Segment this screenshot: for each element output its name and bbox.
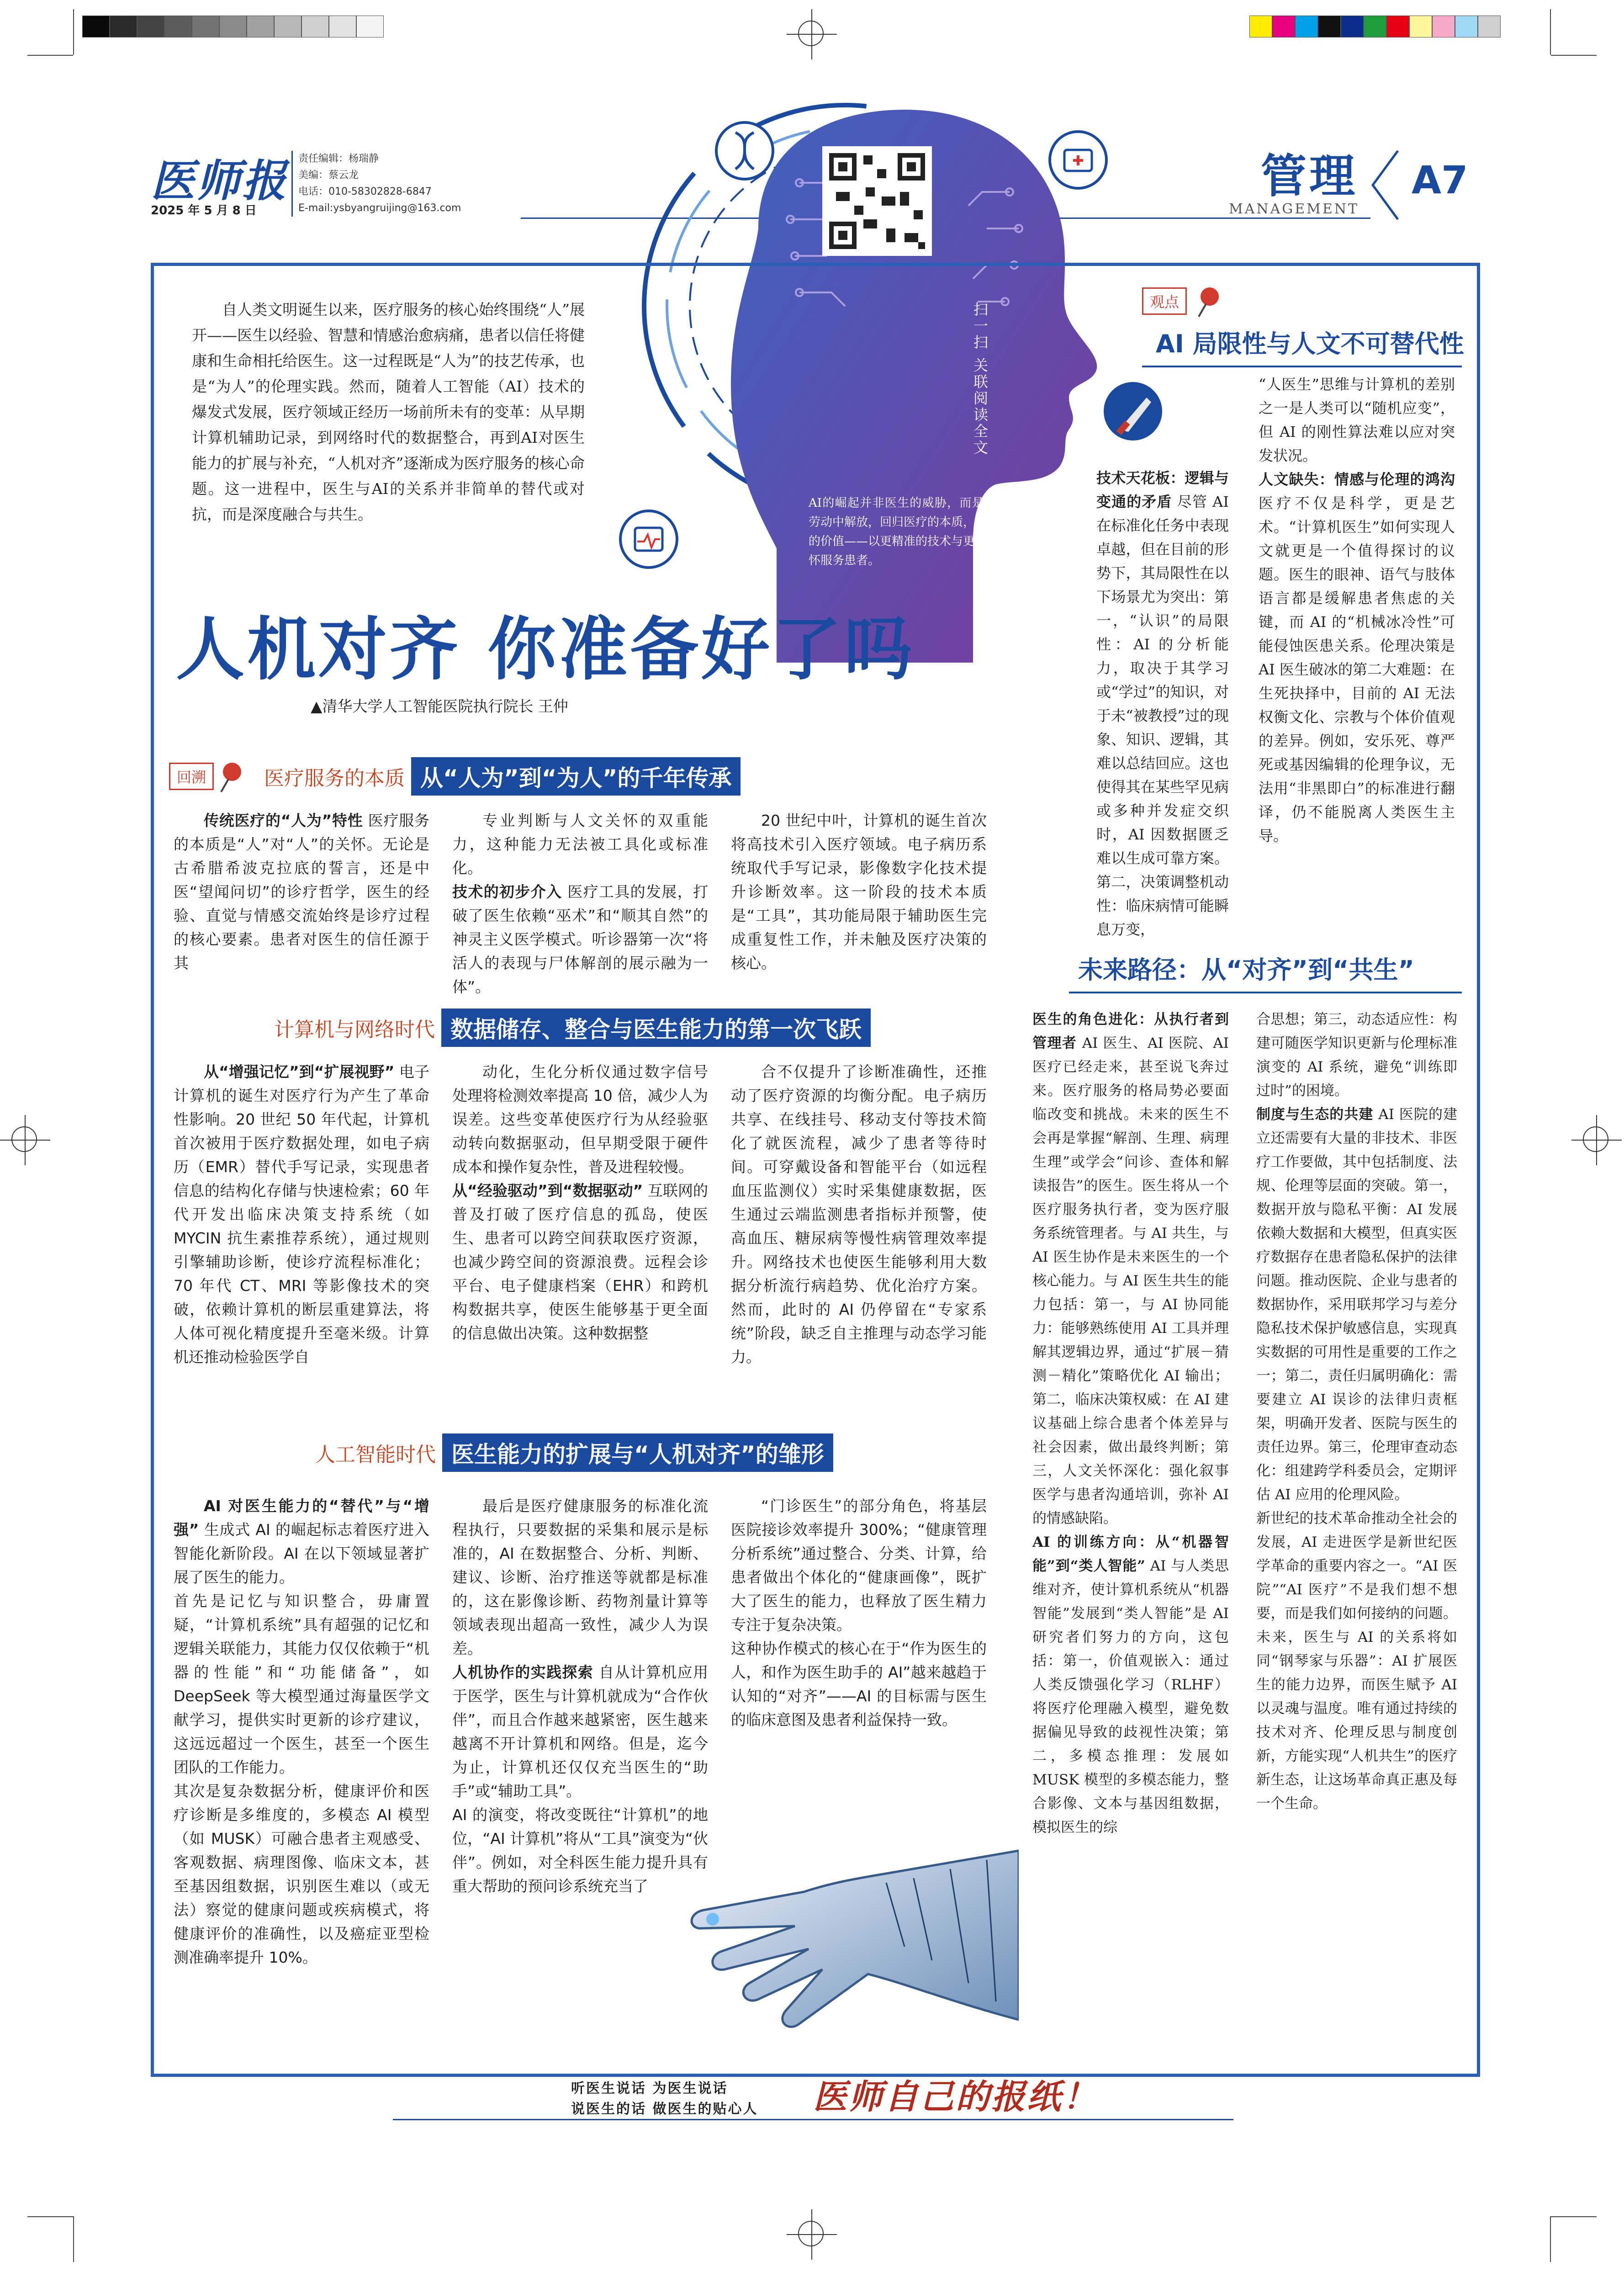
right-col-b bbox=[1259, 372, 1455, 848]
title-rule bbox=[1142, 366, 1462, 367]
pushpin-icon bbox=[214, 758, 255, 795]
paragraph: “门诊医生”的部分角色，将基层医院接诊效率提升 300%；“健康管理分析系统”通过整合、分类、计算，给患者做出个体化的“健康画像”，既扩大了医生的能力，也释放了医生精力专注于复杂决策。 这种协作模式的核心在于“作为医生的人，和作为医生助手的 AI”越来越趋于认知的“对齐”——AI 的目标需与医生的临床意图及患者利益保持一致。 bbox=[731, 1497, 987, 1729]
section-header-2 bbox=[274, 1010, 871, 1046]
footer-slogan-1: 听医生说话 为医生说话 bbox=[571, 2081, 728, 2097]
intro-text: 自人类文明诞生以来，医疗服务的核心始终围绕“人”展开——医生以经验、智慧和情感治愈病痛，患者以信任将健康和生命相托给医生。这一过程既是“人为”的技艺传承，也是“为人”的伦理实践。然而，随着人工智能（AI）技术的爆发式发展，医疗领域正经历一场前所未有的变革：从早期计算机辅助记录，到网络时代的数据整合，再到AI对医生能力的扩展与补充，“人机对齐”逐渐成为医疗服务的核心命题。这一进程中，医生与AI的关系并非简单的替代或对抗，而是深度融合与共生。 bbox=[192, 301, 585, 523]
registration-mark-right bbox=[1571, 1115, 1622, 1165]
paragraph: 传统医疗的“人为”特性 医疗服务的本质是“人”对“人”的关怀。无论是古希腊希波克拉底的誓言，还是中医“望闻问切”的诊疗哲学，医生的经验、直觉与情感交流始终是诊疗过程的核心要素。患者对医生的信任源于其 bbox=[174, 812, 429, 972]
section-prefix: 计算机与网络时代 bbox=[274, 1018, 435, 1041]
footer-slogan-3: 医师自己的报纸！ bbox=[813, 2077, 1098, 2117]
paragraph: 合不仅提升了诊断准确性，还推动了医疗资源的均衡分配。电子病历共享、在线挂号、移动支付等技术简化了就医流程，减少了患者等待时间。可穿戴设备和智能平台（如远程血压监测仪）实时采集健康数据，医生通过云端监测患者指标并预警，使高血压、糖尿病等慢性病管理效率提升。网络技术也使医生能够利用大数据分析流行病趋势、优化治疗方案。然而，此时的 AI 仍停留在“专家系统”阶段，缺乏自主推理与动态学习能力。 bbox=[731, 1063, 987, 1366]
paragraph: 最后是医疗健康服务的标准化流程执行，只要数据的采集和展示是标准的，AI 在数据整合、分析、判断、建议、诊断、治疗推送等就都是标准的，这在影像诊断、药物剂量计算等领域表现出超高一致性，减少人为误差。 人机协作的实践探索 自从计算机应用于医学，医生与计算机就成为“合作伙伴”，而且合作越来越紧密，医生越来越离不开计算机和网络。但是，迄今为止，计算机还仅仅充当医生的“助手”或“辅助工具”。 AI 的演变，将改变既往“计算机”的地位，“AI 计算机”将从“工具”演变为“伙伴”。例如，对全科医生能力提升具有重大帮助的预问诊系统充当了 bbox=[452, 1497, 708, 1895]
author-line: ▲清华大学人工智能医院执行院长 王仲 bbox=[311, 697, 568, 715]
title-rule bbox=[1069, 992, 1462, 993]
pushpin-icon bbox=[1187, 283, 1228, 319]
color-calibration-bar bbox=[1249, 16, 1501, 37]
crop-mark bbox=[27, 2216, 73, 2217]
editor-info bbox=[291, 151, 461, 217]
sec3-col1 bbox=[174, 1494, 429, 1969]
opinion-tag: 观点 bbox=[1142, 287, 1187, 315]
section-header-3 bbox=[315, 1435, 833, 1470]
right-col-a bbox=[1096, 466, 1229, 941]
registration-mark-bottom bbox=[787, 2209, 837, 2260]
sec3-col3 bbox=[731, 1494, 987, 1732]
editor-line: 美编：蔡云龙 bbox=[298, 170, 359, 181]
main-title: 人机对齐 你准备好了吗 bbox=[176, 610, 915, 690]
gray-calibration-bar bbox=[82, 16, 384, 37]
footer-slogan-2: 说医生的话 做医生的贴心人 bbox=[571, 2101, 758, 2117]
paragraph: 动化，生化分析仪通过数字信号处理将检测效率提高 10 倍，减少人为误差。这些变革使医疗行为从经验驱动转向数据驱动，但早期受限于硬件成本和操作复杂性，普及进程较慢。 从“经验驱动”到“数据驱动” 互联网的普及打破了医疗信息的孤岛，使医生、患者可以跨空间获取医疗资源，也减少跨空间的资源浪费。远程会诊平台、电子健康档案（EHR）和跨机构数据共享，使医生能够基于更全面的信息做出决策。这种数据整 bbox=[452, 1063, 708, 1342]
crop-mark bbox=[1550, 9, 1551, 55]
editor-line: E-mail:ysbyangruijing@163.com bbox=[298, 202, 461, 214]
opinion-header bbox=[1142, 283, 1228, 319]
paragraph: 合思想；第三，动态适应性：构建可随医学知识更新与伦理标准演变的 AI 系统，避免“训练即过时”的困境。 制度与生态的共建 AI 医院的建立还需要有大量的非技术、非医疗工作要做，其中包括制度、法规、伦理等层面的突破。第一，数据开放与隐私平衡：AI 发展依赖大数据和大模型，但真实医疗数据存在患者隐私保护的法律问题。推动医院、企业与患者的数据协作，采用联邦学习与差分隐私技术保护敏感信息，实现真实数据的可用性是重要的工作之一；第二，责任归属明确化：需要建立 AI 误诊的法律归责框架，明确开发者、医院与医生的责任边界。第三，伦理审查动态化：组建跨学科委员会，定期评估 AI 应用的伦理风险。 新世纪的技术革命推动全社会的发展，AI 走进医学是新世纪医学革命的重要内容之一。“AI 医院”“AI 医疗”不是我们想不想要，而是我们如何接纳的问题。未来，医生与 AI 的关系将如同“钢琴家与乐器”：AI 扩展医生的能力边界，而医生赋予 AI 以灵魂与温度。唯有通过持续的技术对齐、伦理反思与制度创新，方能实现“人机共生”的医疗新生态，让这场革命真正惠及每一个生命。 bbox=[1256, 1011, 1457, 1812]
crop-mark bbox=[1550, 2216, 1551, 2262]
sec2-col1 bbox=[174, 1060, 429, 1369]
crop-mark bbox=[27, 55, 73, 56]
sec2-col3 bbox=[731, 1060, 987, 1369]
head-caption: AI的崛起并非医生的威胁，而是将其从重复劳动中解放，回归医疗的本质，提升医疗服务的价值——以更精准的技术与更深厚的人文关怀服务患者。 bbox=[809, 496, 1047, 568]
section-bar-title: 从“人为”到“为人”的千年传承 bbox=[411, 757, 741, 796]
masthead-logo: 医师报 bbox=[151, 155, 288, 207]
qr-label: 扫一扫 关联阅读全文 bbox=[971, 302, 989, 457]
section-name: 管理 bbox=[1261, 149, 1358, 203]
paragraph: 20 世纪中叶，计算机的诞生首次将高技术引入医疗领域。电子病历系统取代手写记录，影像数字化技术提升诊断效率。这一阶段的技术本质是“工具”，其功能局限于辅助医生完成重复性工作，并未触及医疗决策的核心。 bbox=[731, 812, 987, 972]
crop-mark bbox=[1551, 55, 1597, 56]
page-number: A7 bbox=[1412, 158, 1468, 202]
right-col-c bbox=[1032, 1008, 1229, 1839]
section-prefix: 人工智能时代 bbox=[315, 1443, 436, 1466]
footer-rule bbox=[393, 2119, 1233, 2120]
editor-line: 责任编辑：杨瑞静 bbox=[298, 153, 379, 165]
section-header-1 bbox=[169, 759, 741, 794]
crop-mark bbox=[1551, 2216, 1597, 2217]
paragraph: 技术天花板：逻辑与变通的矛盾 尽管 AI 在标准化任务中表现卓越，但在目前的形势下，其局限性在以下场景尤为突出：第一，“认识”的局限性：AI 的分析能力，取决于其学习或“学过”的知识，对于未“被教授”过的现象、知识、逻辑，其难以总结回应。这也使得其在某些罕见病或多种并发症交织时，AI 因数据匮乏难以生成可靠方案。第二，决策调整机动性：临床病情可能瞬息万变， bbox=[1096, 469, 1229, 938]
right-title-2: 未来路径：从“对齐”到“共生” bbox=[1078, 956, 1414, 984]
section-bar-title: 数据储存、整合与医生能力的第一次飞跃 bbox=[441, 1009, 871, 1047]
right-col-d bbox=[1256, 1008, 1457, 1815]
crop-mark bbox=[73, 9, 74, 55]
editor-line: 电话：010-58302828-6847 bbox=[298, 186, 432, 197]
right-title-1: AI 局限性与人文不可替代性 bbox=[1156, 329, 1464, 358]
issue-date: 2025 年 5 月 8 日 bbox=[151, 204, 257, 218]
paragraph: “人医生”思维与计算机的差别之一是人类可以“随机应变”，但 AI 的刚性算法难以应对突发状况。 人文缺失：情感与伦理的鸿沟 医疗不仅是科学，更是艺术。“计算机医生”如何实现人文就更是一个值得探讨的议题。医生的眼神、语气与肢体语言都是缓解患者焦虑的关键，而 AI 的“机械冰冷性”可能侵蚀医患关系。伦理决策是 AI 医生破冰的第二大难题：在生死抉择中，目前的 AI 无法权衡文化、宗教与个体价值观的差异。例如，安乐死、尊严死或基因编辑的伦理争议，无法用“非黑即白”的标准进行翻译，仍不能脱离人类医生主导。 bbox=[1259, 376, 1455, 844]
chevron-left-icon bbox=[1366, 146, 1402, 224]
crop-mark bbox=[73, 2216, 74, 2262]
paragraph: 从“增强记忆”到“扩展视野” 电子计算机的诞生对医疗行为产生了革命性影响。20 世纪 50 年代起，计算机首次被用于医疗数据处理，如电子病历（EMR）替代手写记录，实现患者信息的结构化存储与快速检索；60 年代开发出临床决策支持系统（如 MYCIN 抗生素推荐系统），通过规则引擎辅助诊断，使诊疗流程标准化；70 年代 CT、MRI 等影像技术的突破，依赖计算机的断层重建算法，将人体可视化精度提升至毫米级。计算机还推动检验医学自 bbox=[174, 1063, 429, 1366]
section-name-en: MANAGEMENT bbox=[1229, 201, 1360, 217]
robot-hand-illustration bbox=[630, 1746, 1019, 2075]
section-tag: 回溯 bbox=[169, 763, 214, 790]
sec1-col2 bbox=[452, 809, 708, 999]
registration-mark-top bbox=[787, 9, 837, 59]
section-bar-title: 医生能力的扩展与“人机对齐”的雏形 bbox=[442, 1433, 833, 1472]
sec1-col1 bbox=[174, 809, 429, 975]
paragraph: AI 对医生能力的“替代”与“增强” 生成式 AI 的崛起标志着医疗进入智能化新阶段。AI 在以下领域显著扩展了医生的能力。 首先是记忆与知识整合，毋庸置疑，“计算机系统”具有超强的记忆和逻辑关联能力，其能力仅仅依赖于“机器的性能”和“功能储备”，如 DeepSeek 等大模型通过海量医学文献学习，提供实时更新的诊疗建议，这远远超过一个医生，甚至一个医生团队的工作能力。 其次是复杂数据分析，健康评价和医疗诊断是多维度的，多模态 AI 模型（如 MUSK）可融合患者主观感受、客观数据、病理图像、临床文本，甚至基因组数据，识别医生难以（或无法）察觉的健康问题或疾病模式，将健康评价的准确性，以及癌症亚型检测准确率提升 10%。 bbox=[174, 1497, 429, 1966]
scalpel-icon bbox=[1101, 379, 1165, 443]
paragraph: 专业判断与人文关怀的双重能力，这种能力无法被工具化或标准化。 技术的初步介入 医疗工具的发展，打破了医生依赖“巫术”和“顺其自然”的神灵主义医学模式。听诊器第一次“将活人的表现与尸体解剖的展示融为一体”。 bbox=[452, 812, 708, 996]
sec2-col2 bbox=[452, 1060, 708, 1345]
sec1-col3 bbox=[731, 809, 987, 975]
paragraph: 医生的角色进化：从执行者到管理者 AI 医生、AI 医院、AI 医疗已经走来，甚至说飞奔过来。医疗服务的格局势必要面临改变和挑战。未来的医生不会再是掌握“解剖、生理、病理生理”或学会“问诊、查体和解读报告”的医生。医生将从一个医疗服务执行者，变为医疗服务系统管理者。与 AI 共生，与 AI 医生协作是未来医生的一个核心能力。与 AI 医生共生的能力包括：第一，与 AI 协同能力：能够熟练使用 AI 工具并理解其逻辑边界，通过“扩展－猜测－精化”策略优化 AI 输出；第二，临床决策权威：在 AI 建议基础上综合患者个体差异与社会因素，做出最终判断；第三，人文关怀深化：强化叙事医学与患者沟通培训，弥补 AI 的情感缺陷。 AI 的训练方向：从“机器智能”到“类人智能” AI 与人类思维对齐，使计算机系统从“机器智能”发展到“类人智能”是 AI 研究者们努力的方向，这包括：第一，价值观嵌入：通过人类反馈强化学习（RLHF）将医疗伦理融入模型，避免数据偏见导致的歧视性决策；第二，多模态推理：发展如 MUSK 模型的多模态能力，整合影像、文本与基因组数据，模拟医生的综 bbox=[1032, 1011, 1229, 1836]
section-prefix: 医疗服务的本质 bbox=[264, 767, 405, 790]
registration-mark-left bbox=[0, 1115, 50, 1165]
